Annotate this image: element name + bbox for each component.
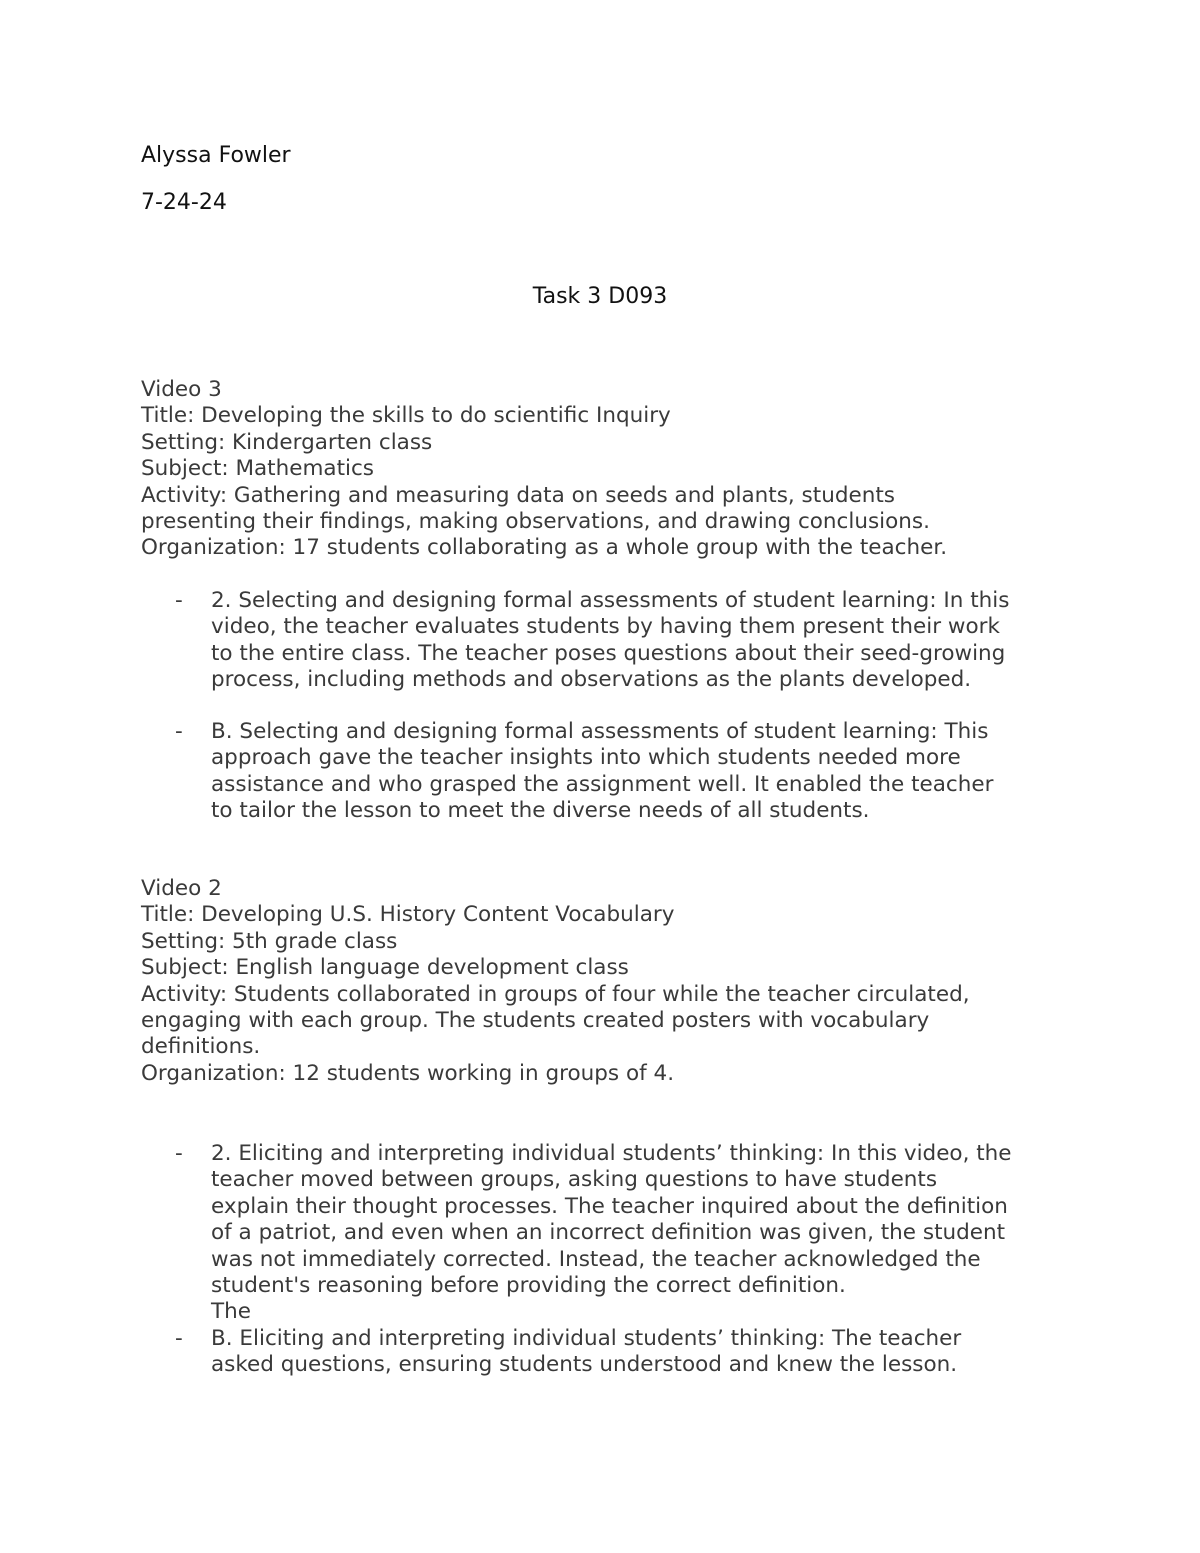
bullet-dash: -: [175, 588, 183, 613]
bullet-line: was not immediately corrected. Instead, the teacher acknowledged the: [211, 1246, 981, 1272]
bullet-line: teacher moved between groups, asking questions to have students: [211, 1167, 938, 1193]
bullet-line: The: [211, 1299, 251, 1325]
bullet-line: 2. Selecting and designing formal assessments of student learning: In this: [211, 588, 1010, 613]
video2-setting: Setting: 5th grade class: [141, 928, 398, 954]
bullet-line: approach gave the teacher insights into which students needed more: [211, 745, 961, 771]
bullet-line: video, the teacher evaluates students by having them present their work: [211, 614, 1000, 640]
video2-info: [141, 876, 1071, 1087]
video2-subject: Subject: English language development class: [141, 955, 629, 981]
bullet-line: explain their thought processes. The teacher inquired about the definition: [211, 1193, 1008, 1219]
video3-organization: Organization: 17 students collaborating as a whole group with the teacher.: [141, 535, 948, 561]
video2-organization: Organization: 12 students working in groups of 4.: [141, 1060, 675, 1086]
bullet-line: asked questions, ensuring students understood and knew the lesson.: [211, 1352, 958, 1378]
video3-subject: Subject: Mathematics: [141, 456, 375, 482]
bullet-line: to the entire class. The teacher poses questions about their seed-growing: [211, 640, 1006, 666]
video2-activity-line: engaging with each group. The students created posters with vocabulary: [141, 1008, 930, 1034]
bullet-line: of a patriot, and even when an incorrect definition was given, the student: [211, 1220, 1006, 1246]
bullet-dash: -: [175, 719, 183, 744]
bullet-line: student's reasoning before providing the correct definition.: [211, 1273, 846, 1299]
bullet-line: B. Selecting and designing formal assessments of student learning: This: [211, 719, 989, 744]
document-date: 7-24-24: [141, 190, 227, 215]
video2-heading: Video 2: [141, 876, 222, 901]
video2-title: Title: Developing U.S. History Content Vocabulary: [141, 902, 675, 928]
bullet-line: process, including methods and observations as the plants developed.: [211, 667, 972, 693]
bullet-dash: -: [175, 1326, 183, 1351]
bullet-line: B. Eliciting and interpreting individual students’ thinking: The teacher: [211, 1326, 962, 1351]
video2-activity-line: Activity: Students collaborated in groups of four while the teacher circulated,: [141, 981, 970, 1007]
video3-heading: Video 3: [141, 377, 222, 402]
video3-activity-line: presenting their findings, making observations, and drawing conclusions.: [141, 509, 930, 535]
bullet-line: 2. Eliciting and interpreting individual students’ thinking: In this video, the: [211, 1141, 1012, 1166]
video3-info: [141, 377, 1071, 562]
video2-activity-line: definitions.: [141, 1034, 261, 1060]
author-name: Alyssa Fowler: [141, 143, 291, 168]
bullet-dash: -: [175, 1141, 183, 1166]
bullet-line: assistance and who grasped the assignment well. It enabled the teacher: [211, 771, 994, 797]
video3-setting: Setting: Kindergarten class: [141, 429, 433, 455]
document-title: Task 3 D093: [532, 284, 668, 309]
video3-activity-line: Activity: Gathering and measuring data on seeds and plants, students: [141, 482, 895, 508]
bullet-line: to tailor the lesson to meet the diverse needs of all students.: [211, 798, 870, 824]
video3-title: Title: Developing the skills to do scientific Inquiry: [141, 403, 671, 429]
